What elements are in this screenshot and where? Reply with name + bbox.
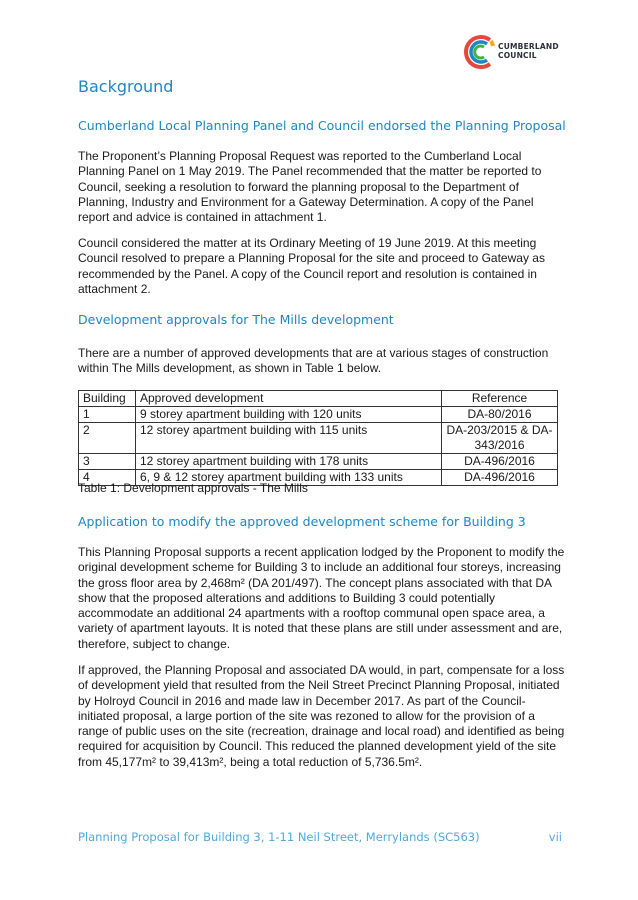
paragraph-panel-report: The Proponent’s Planning Proposal Request was reported to the Cumberland Local Planning Panel on 1 May 2019. The Panel recommended that the matter be reported to Council, seeking a resolution to forward the planning proposal to the Department of Planning, Industry and Environment for a Gateway Determination. A copy of the Panel report and advice is contained in attachment 1. xyxy=(78,149,542,225)
table-cell-development: 12 storey apartment building with 178 units xyxy=(136,454,442,470)
table-cell-reference: DA-80/2016 xyxy=(442,407,558,423)
paragraph-approvals-intro: There are a number of approved developments that are at various stages of construction within The Mills development, as shown in Table 1 below. xyxy=(78,346,549,376)
page-number: vii xyxy=(548,830,562,844)
page-footer xyxy=(78,830,562,844)
table-cell-development: 12 storey apartment building with 115 units xyxy=(136,423,442,454)
table-header-reference: Reference xyxy=(442,391,558,407)
page-heading: Background xyxy=(78,77,174,96)
paragraph-yield-loss: If approved, the Planning Proposal and associated DA would, in part, compensate for a loss of development yield that resulted from the Neil Street Precinct Planning Proposal, initiated by Holroyd Council in 2016 and made law in December 2017. As part of the Council-initiated proposal, a large portion of the site was rezoned to allow for the provision of a range of public uses on the site (recreation, drainage and local road) and identified as being required for acquisition by Council. This reduced the planned development yield of the site from 45,177m² to 39,413m², being a total reduction of 5,736.5m². xyxy=(78,663,565,769)
table-row xyxy=(79,454,558,470)
table-cell-reference: DA-496/2016 xyxy=(442,470,558,486)
logo-line-1: CUMBERLAND xyxy=(498,42,559,51)
section-heading-panel: Cumberland Local Planning Panel and Council endorsed the Planning Proposal xyxy=(78,118,566,133)
section-heading-building-3: Application to modify the approved development scheme for Building 3 xyxy=(78,514,526,529)
table-row xyxy=(79,407,558,423)
logo-line-2: COUNCIL xyxy=(498,51,537,60)
paragraph-council-meeting: Council considered the matter at its Ordinary Meeting of 19 June 2019. At this meeting Council resolved to prepare a Planning Proposal for the site and proceed to Gateway as recommended by the Panel. A copy of the Council report and resolution is contained in attachment 2. xyxy=(78,236,545,296)
council-logo xyxy=(460,32,570,74)
table-header-row xyxy=(79,391,558,407)
paragraph-modification: This Planning Proposal supports a recent application lodged by the Proponent to modify the original development scheme for Building 3 to include an additional four storeys, increasing the gross floor area by 2,468m² (DA 201/497). The concept plans associated with that DA show that the proposed alterations and additions to Building 3 could potentially accommodate an additional 24 apartments with a rooftop communal open space area, a variety of apartment layouts. It is noted that these plans are still under assessment and are, therefore, subject to change. xyxy=(78,545,565,651)
table-cell-building: 1 xyxy=(79,407,136,423)
table-cell-building: 3 xyxy=(79,454,136,470)
table-cell-building: 4 xyxy=(79,470,136,486)
table-cell-building: 2 xyxy=(79,423,136,454)
table-caption: Table 1: Development approvals - The Mills xyxy=(78,481,308,495)
table-cell-development: 6, 9 & 12 storey apartment building with 133 units xyxy=(136,470,442,486)
table-cell-development: 9 storey apartment building with 120 units xyxy=(136,407,442,423)
approvals-table xyxy=(78,390,558,486)
section-heading-approvals: Development approvals for The Mills development xyxy=(78,312,394,327)
table-header-development: Approved development xyxy=(136,391,442,407)
council-logo-icon xyxy=(460,32,496,72)
table-cell-reference: DA-496/2016 xyxy=(442,454,558,470)
table-row xyxy=(79,423,558,454)
footer-title: Planning Proposal for Building 3, 1-11 Neil Street, Merrylands (SC563) xyxy=(78,830,480,844)
council-logo-text xyxy=(498,42,559,60)
table-header-building: Building xyxy=(79,391,136,407)
table-cell-reference: DA-203/2015 & DA-343/2016 xyxy=(442,423,558,454)
